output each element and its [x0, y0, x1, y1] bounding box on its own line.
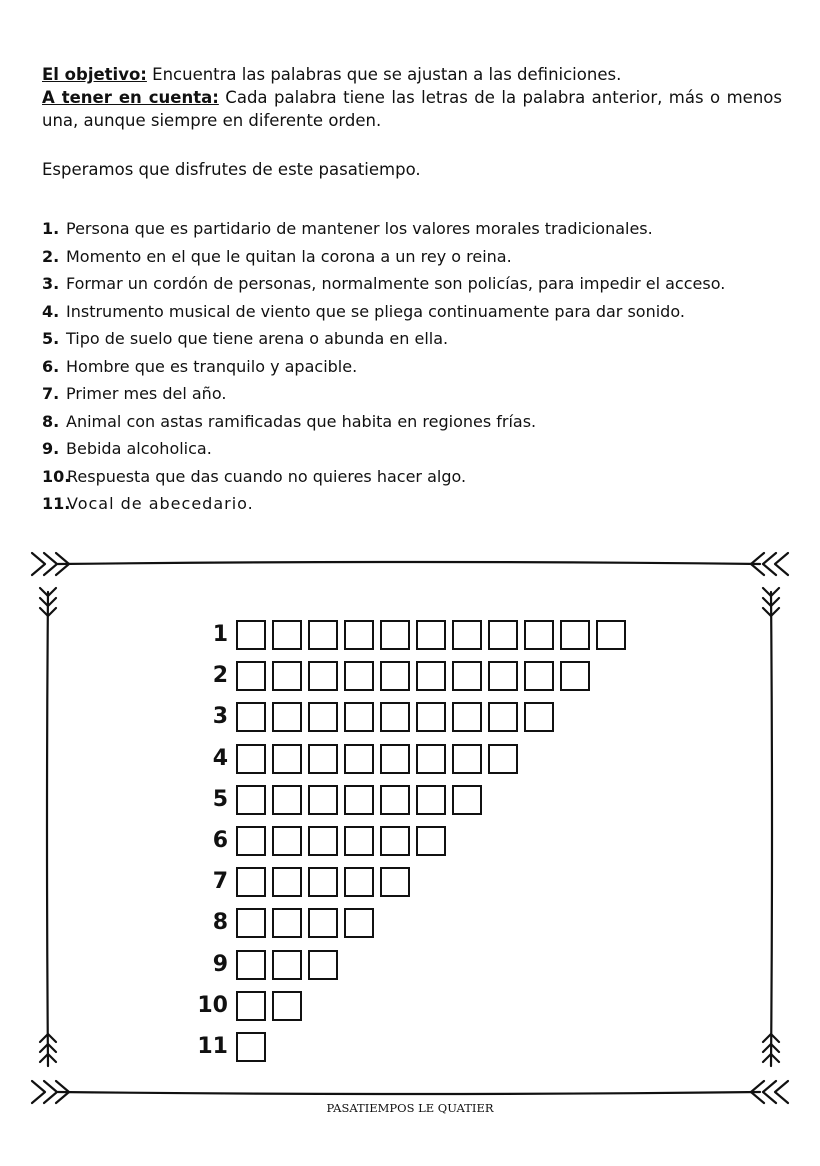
closing-text: Esperamos que disfrutes de este pasatiempo.: [42, 160, 421, 179]
letter-box[interactable]: [524, 620, 554, 650]
letter-box[interactable]: [416, 661, 446, 691]
letter-box[interactable]: [236, 1032, 266, 1062]
letter-box[interactable]: [272, 908, 302, 938]
letter-box[interactable]: [344, 908, 374, 938]
letter-box[interactable]: [272, 702, 302, 732]
letter-box[interactable]: [308, 867, 338, 897]
letter-box[interactable]: [236, 826, 266, 856]
letter-box[interactable]: [416, 785, 446, 815]
letter-box[interactable]: [488, 702, 518, 732]
letter-box[interactable]: [236, 702, 266, 732]
letter-box[interactable]: [344, 826, 374, 856]
letter-box[interactable]: [452, 702, 482, 732]
clue-number: 1.: [42, 219, 60, 238]
letter-box[interactable]: [524, 702, 554, 732]
letter-box[interactable]: [596, 620, 626, 650]
letter-box[interactable]: [524, 661, 554, 691]
letter-box[interactable]: [344, 867, 374, 897]
letter-box[interactable]: [560, 620, 590, 650]
letter-box[interactable]: [236, 950, 266, 980]
row-number: 7: [212, 869, 228, 894]
objective-label: El objetivo:: [42, 65, 147, 84]
letter-box[interactable]: [272, 826, 302, 856]
clue-text: Animal con astas ramificadas que habita en regiones frías.: [66, 411, 537, 431]
letter-box[interactable]: [272, 867, 302, 897]
clue-number: 11.: [42, 494, 71, 513]
note-label: A tener en cuenta:: [42, 88, 219, 107]
clue-number: 2.: [42, 246, 60, 266]
letter-box[interactable]: [452, 785, 482, 815]
letter-box[interactable]: [308, 702, 338, 732]
letter-box[interactable]: [380, 661, 410, 691]
letter-box[interactable]: [236, 908, 266, 938]
letter-box[interactable]: [488, 661, 518, 691]
clue-number: 10.: [42, 466, 71, 486]
letter-box[interactable]: [452, 620, 482, 650]
row-number: 9: [212, 952, 228, 977]
clue-text: Instrumento musical de viento que se pliega continuamente para dar sonido.: [66, 301, 685, 321]
footer-credit: PASATIEMPOS LE QUATIER: [326, 1101, 494, 1115]
letter-box[interactable]: [236, 785, 266, 815]
letter-box[interactable]: [452, 661, 482, 691]
clue-text: Vocal de abecedario.: [67, 494, 254, 513]
letter-box[interactable]: [272, 620, 302, 650]
letter-box[interactable]: [272, 785, 302, 815]
letter-box[interactable]: [380, 867, 410, 897]
letter-box[interactable]: [308, 620, 338, 650]
letter-box[interactable]: [236, 661, 266, 691]
letter-box[interactable]: [344, 702, 374, 732]
clue-number: 3.: [42, 274, 60, 293]
letter-box[interactable]: [236, 744, 266, 774]
letter-box[interactable]: [308, 950, 338, 980]
clue-number: 6.: [42, 356, 60, 376]
clue-text: Momento en el que le quitan la corona a un rey o reina.: [66, 246, 512, 266]
letter-box[interactable]: [344, 620, 374, 650]
letter-box[interactable]: [416, 744, 446, 774]
letter-box[interactable]: [272, 661, 302, 691]
letter-box[interactable]: [236, 991, 266, 1021]
clue-text: Bebida alcoholica.: [66, 439, 212, 458]
letter-box[interactable]: [344, 661, 374, 691]
letter-box[interactable]: [416, 702, 446, 732]
clue-text: Persona que es partidario de mantener los valores morales tradicionales.: [66, 219, 653, 238]
letter-box[interactable]: [308, 785, 338, 815]
letter-box[interactable]: [380, 620, 410, 650]
clue-text: Hombre que es tranquilo y apacible.: [66, 356, 358, 376]
letter-box[interactable]: [488, 620, 518, 650]
clue-text: Tipo de suelo que tiene arena o abunda en ella.: [66, 329, 449, 348]
row-number: 8: [212, 910, 228, 935]
letter-box[interactable]: [236, 620, 266, 650]
letter-box[interactable]: [380, 826, 410, 856]
row-number: 1: [212, 622, 228, 647]
letter-box[interactable]: [380, 702, 410, 732]
letter-box[interactable]: [236, 867, 266, 897]
note-text: Cada palabra tiene las letras de la palabra anterior, más o menos una, aunque siempre en diferente orden.: [42, 88, 782, 130]
clue-number: 5.: [42, 329, 60, 348]
clue-text: Formar un cordón de personas, normalmente son policías, para impedir el acceso.: [66, 274, 726, 293]
clue-number: 9.: [42, 439, 60, 458]
clue-number: 8.: [42, 411, 60, 431]
clue-text: Respuesta que das cuando no quieres hacer algo.: [67, 466, 467, 486]
letter-box[interactable]: [344, 785, 374, 815]
clue-number: 7.: [42, 384, 60, 403]
letter-box[interactable]: [344, 744, 374, 774]
row-number: 10: [197, 993, 228, 1018]
letter-box[interactable]: [272, 744, 302, 774]
letter-box[interactable]: [308, 908, 338, 938]
letter-box[interactable]: [452, 744, 482, 774]
letter-box[interactable]: [308, 744, 338, 774]
letter-box[interactable]: [380, 785, 410, 815]
row-number: 6: [212, 828, 228, 853]
row-number: 3: [212, 704, 228, 729]
letter-box[interactable]: [272, 950, 302, 980]
letter-box[interactable]: [308, 826, 338, 856]
row-number: 11: [197, 1034, 228, 1059]
clue-text: Primer mes del año.: [66, 384, 227, 403]
row-number: 2: [212, 663, 228, 688]
letter-box[interactable]: [488, 744, 518, 774]
letter-box[interactable]: [308, 661, 338, 691]
letter-box[interactable]: [380, 744, 410, 774]
letter-box[interactable]: [272, 991, 302, 1021]
letter-box[interactable]: [416, 826, 446, 856]
row-number: 4: [212, 746, 228, 771]
letter-box[interactable]: [560, 661, 590, 691]
clue-number: 4.: [42, 301, 60, 321]
objective-text: Encuentra las palabras que se ajustan a las definiciones.: [146, 65, 622, 84]
letter-box[interactable]: [416, 620, 446, 650]
row-number: 5: [212, 787, 228, 812]
